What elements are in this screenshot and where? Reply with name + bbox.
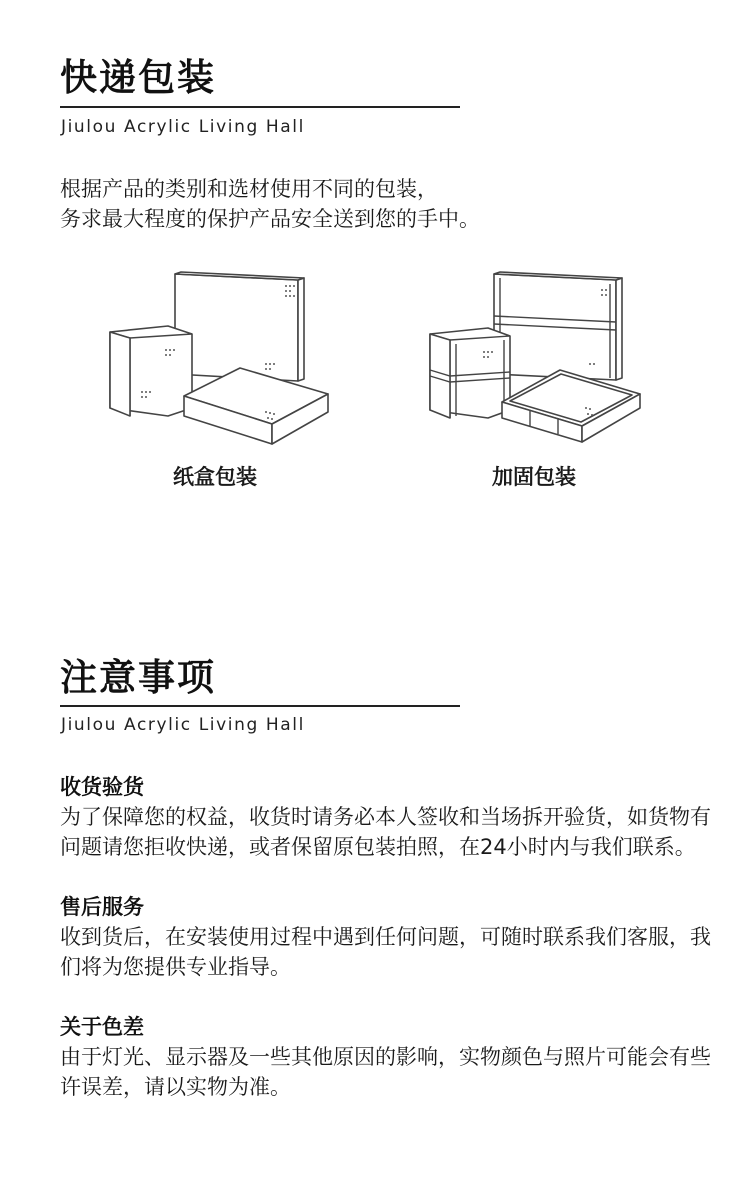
note-body: 由于灯光、显示器及一些其他原因的影响，实物颜色与照片可能会有些许误差，请以实物为准。 [60,1045,711,1099]
reinforced-crate-illustration [410,268,670,448]
note-body: 为了保障您的权益，收货时请务必本人签收和当场拆开验货，如货物有问题请您拒收快递，或者保留原包装拍照，在24小时内与我们联系。 [60,805,711,859]
note-title: 收货验货 [60,775,144,799]
delivery-intro [60,174,700,234]
tall-crate-side [616,278,622,380]
package-label-reinforced: 加固包装 [492,465,576,489]
section-subtitle-delivery: Jiulou Acrylic Living Hall [61,117,305,137]
title-underline [60,106,460,108]
section-title-notes: 注意事项 [60,656,216,699]
note-title: 关于色差 [60,1015,144,1039]
note-color-difference [60,1012,720,1102]
note-body: 收到货后，在安装使用过程中遇到任何问题，可随时联系我们客服，我们将为您提供专业指导。 [60,925,711,979]
cardboard-box-illustration [80,268,340,448]
note-inspection [60,772,720,862]
note-title: 售后服务 [60,895,144,919]
section-subtitle-notes: Jiulou Acrylic Living Hall [61,715,305,735]
cube-box-left-face [110,332,130,416]
tall-box-front [175,274,298,381]
package-label-cardboard: 纸盒包装 [173,465,257,489]
intro-line-2: 务求最大程度的保护产品安全送到您的手中。 [60,207,480,231]
notes-list [60,772,720,1132]
cube-crate-left-face [430,334,450,418]
title-underline [60,705,460,707]
intro-line-1: 根据产品的类别和选材使用不同的包装， [60,177,438,201]
section-title-delivery: 快递包装 [60,56,216,99]
note-after-sales [60,892,720,982]
tall-box-side [298,278,304,381]
